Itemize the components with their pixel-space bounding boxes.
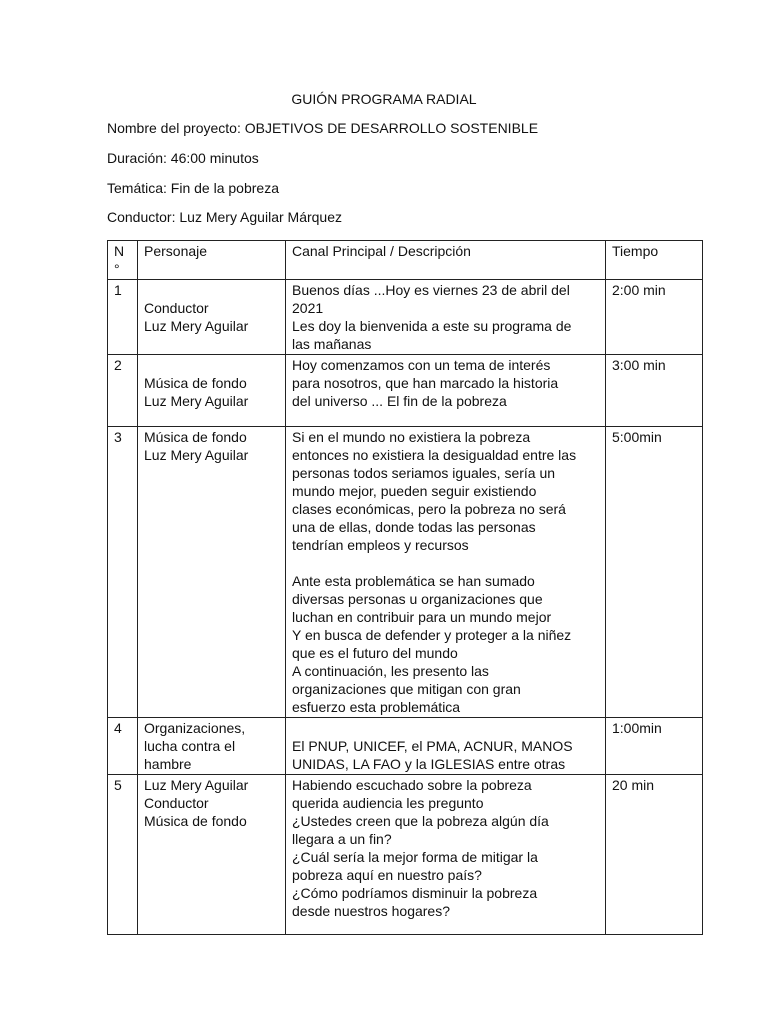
row-tiempo: 3:00 min (606, 355, 703, 427)
host: Conductor: Luz Mery Aguilar Márquez (107, 209, 342, 225)
header-personaje: Personaje (138, 241, 286, 280)
row-number: 5 (108, 775, 138, 935)
row-personaje: Conductor Luz Mery Aguilar (138, 280, 286, 355)
header-descripcion: Canal Principal / Descripción (286, 241, 606, 280)
row-personaje: Organizaciones, lucha contra el hambre (138, 718, 286, 775)
row-descripcion: El PNUP, UNICEF, el PMA, ACNUR, MANOS UNIDAS, LA FAO y la IGLESIAS entre otras (286, 718, 606, 775)
duration: Duración: 46:00 minutos (107, 150, 259, 166)
table-row (108, 718, 703, 775)
row-personaje: Música de fondo Luz Mery Aguilar (138, 355, 286, 427)
project-name: Nombre del proyecto: OBJETIVOS DE DESARROLLO SOSTENIBLE (107, 120, 539, 136)
row-number: 3 (108, 427, 138, 718)
table-row (108, 355, 703, 427)
theme: Temática: Fin de la pobreza (107, 180, 279, 196)
row-tiempo: 20 min (606, 775, 703, 935)
table-header-row (108, 241, 703, 280)
table-row (108, 280, 703, 355)
row-descripcion: Habiendo escuchado sobre la pobreza querida audiencia les pregunto ¿Ustedes creen que la pobreza algún día llegara a un fin? ¿Cuál sería la mejor forma de mitigar la pobreza aquí en nuestro país? ¿Cómo podríamos disminuir la pobreza desde nuestros hogares? (286, 775, 606, 935)
table-row (108, 775, 703, 935)
header-number: N ° (108, 241, 138, 280)
document-title: GUIÓN PROGRAMA RADIAL (291, 91, 477, 107)
table-row (108, 427, 703, 718)
row-personaje: Luz Mery Aguilar Conductor Música de fondo (138, 775, 286, 935)
row-tiempo: 5:00min (606, 427, 703, 718)
header-tiempo: Tiempo (606, 241, 703, 280)
row-tiempo: 2:00 min (606, 280, 703, 355)
row-number: 2 (108, 355, 138, 427)
row-descripcion: Buenos días ...Hoy es viernes 23 de abril del 2021 Les doy la bienvenida a este su programa de las mañanas (286, 280, 606, 355)
row-number: 1 (108, 280, 138, 355)
script-table (107, 240, 703, 935)
row-number: 4 (108, 718, 138, 775)
row-tiempo: 1:00min (606, 718, 703, 775)
row-descripcion: Hoy comenzamos con un tema de interés para nosotros, que han marcado la historia del universo ... El fin de la pobreza (286, 355, 606, 427)
row-personaje: Música de fondo Luz Mery Aguilar (138, 427, 286, 718)
row-descripcion: Si en el mundo no existiera la pobreza entonces no existiera la desigualdad entre las personas todos seriamos iguales, sería un mundo mejor, pueden seguir existiendo clases económicas, pero la pobreza no será una de ellas, donde todas las personas tendrían empleos y recursos Ante esta problemática se han sumado diversas personas u organizaciones que luchan en contribuir para un mundo mejor Y en busca de defender y proteger a la niñez que es el futuro del mundo A continuación, les presento las organizaciones que mitigan con gran esfuerzo esta problemática (286, 427, 606, 718)
